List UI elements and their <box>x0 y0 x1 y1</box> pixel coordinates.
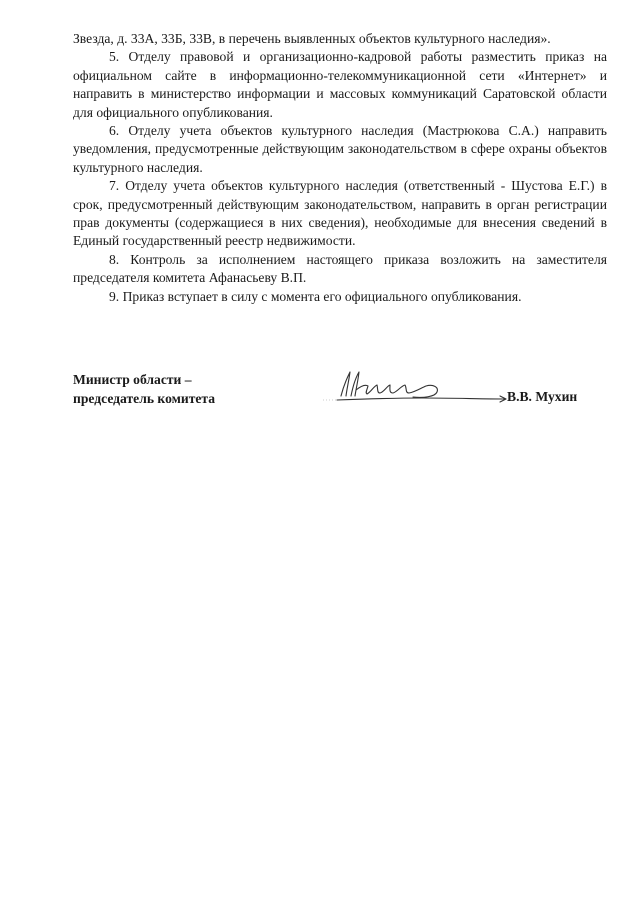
paragraph-item-8: 8. Контроль за исполнением настоящего приказа возложить на заместителя председателя комитета Афанасьеву В.П. <box>73 251 607 286</box>
document-body <box>73 30 607 306</box>
signatory-title-line-2: председатель комитета <box>73 391 216 406</box>
signatory-title <box>73 370 215 408</box>
signatory-name: В.В. Мухин <box>507 389 578 404</box>
paragraph-item-7: 7. Отделу учета объектов культурного наследия (ответственный - Шустова Е.Г.) в срок, предусмотренный действующим законодательством, направить в орган регистрации прав документы (содержащиеся в них сведения), необходимые для внесения сведений в Единый государственный реестр недвижимости. <box>73 178 607 249</box>
handwritten-signature <box>323 366 513 410</box>
signatory-title-line-1: Министр области – <box>73 372 192 387</box>
paragraph-item-9: 9. Приказ вступает в силу с момента его официального опубликования. <box>109 288 522 304</box>
paragraph-item-5: 5. Отделу правовой и организационно-кадровой работы разместить приказ на официальном сайте в информационно-телекоммуникационной сети «Интернет» и направить в министерство информации и массовых коммуникаций Саратовской области для официального опубликования. <box>73 49 607 120</box>
signature-block <box>73 366 613 416</box>
paragraph-item-6: 6. Отделу учета объектов культурного наследия (Мастрюкова С.А.) направить уведомления, предусмотренные действующим законодательством в сфере охраны объектов культурного наследия. <box>73 123 607 175</box>
paragraph-continuation: Звезда, д. 33А, 33Б, 33В, в перечень выявленных объектов культурного наследия». <box>73 31 551 46</box>
